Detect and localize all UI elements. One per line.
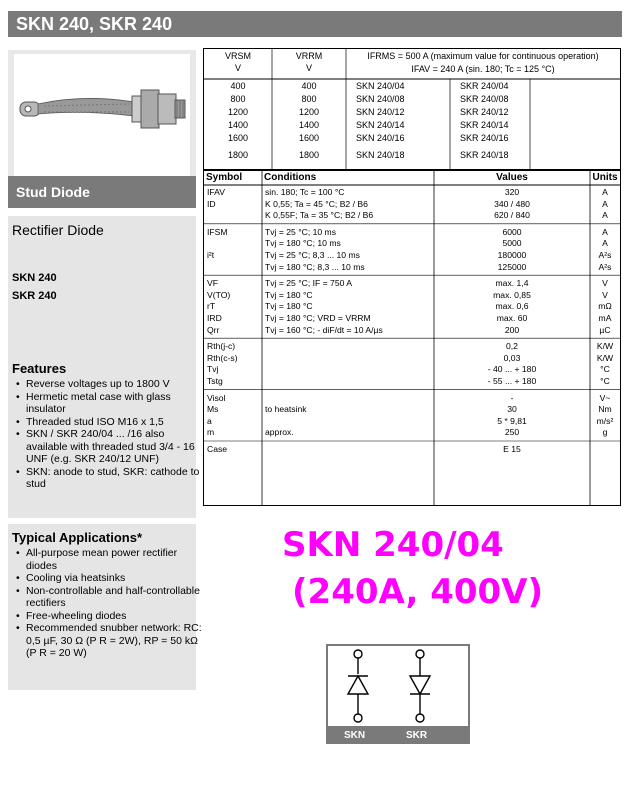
- table-cell: V: [602, 289, 608, 300]
- list-item: • Reverse voltages up to 1800 V: [26, 378, 202, 391]
- table-cell: Nm: [598, 404, 612, 415]
- spec-table-header: [204, 171, 620, 185]
- table-cell: K 0,55F; Ta = 35 °C; B2 / B6: [265, 210, 374, 221]
- table-cell: SKR 240/04: [460, 81, 509, 91]
- table-cell: 800: [301, 94, 317, 104]
- table-cell: Qrr: [207, 324, 220, 335]
- table-cell: 30: [507, 404, 517, 415]
- table-cell: 1200: [227, 107, 249, 117]
- headline-part-number: SKN 240/04: [282, 525, 504, 565]
- spec-table-grid: [204, 171, 620, 505]
- table-cell: 1400: [227, 120, 249, 130]
- table-cell: Tvj = 180 °C: [265, 301, 313, 312]
- product-photo: [14, 54, 190, 180]
- table-cell: 1600: [227, 133, 249, 143]
- table-cell: 340 / 480: [494, 198, 530, 209]
- table-header-cell: Values: [496, 172, 528, 183]
- table-cell: ID: [207, 198, 216, 209]
- table-cell: E 15: [503, 444, 521, 454]
- skr-label: SKR: [406, 730, 428, 741]
- table-cell: 320: [504, 187, 520, 197]
- spec-table: [203, 170, 621, 506]
- photo-caption: Stud Diode: [16, 184, 90, 200]
- table-cell: Tvj = 25 °C; IF = 750 A: [265, 278, 353, 289]
- table-cell: SKN 240/08: [356, 94, 405, 104]
- table-cell: 125000: [497, 261, 527, 272]
- table-cell: SKN 240/12: [356, 107, 405, 117]
- table-cell: A: [602, 187, 608, 197]
- skn-label: SKN: [344, 730, 366, 741]
- table-cell: SKR 240/16: [460, 133, 509, 143]
- ifrms-note: IFRMS = 500 A (maximum value for continuous operation): [367, 51, 599, 61]
- voltage-table: [203, 48, 621, 170]
- applications-title: Typical Applications*: [12, 530, 143, 545]
- table-cell: SKR 240/12: [460, 107, 509, 117]
- table-cell: Case: [207, 444, 228, 454]
- table-cell: 5 * 9,81: [497, 415, 527, 426]
- table-cell: Tvj = 180 °C; VRD = VRRM: [265, 313, 371, 323]
- table-cell: A: [602, 210, 608, 221]
- diagram-canvas: [328, 646, 468, 726]
- list-item: • Hermetic metal case with glass insulator: [26, 391, 202, 416]
- stud-diode-image: [14, 54, 190, 180]
- table-cell: m/s²: [596, 415, 614, 426]
- page-title: SKN 240, SKR 240: [16, 14, 173, 34]
- vrrm-header: VRRM: [295, 51, 323, 61]
- table-cell: A: [602, 238, 608, 249]
- table-cell: SKR 240/18: [460, 150, 509, 160]
- list-item: • SKN: anode to stud, SKR: cathode to stud: [26, 466, 202, 491]
- features-title: Features: [12, 361, 67, 376]
- table-cell: 1800: [227, 150, 249, 160]
- table-cell: A²s: [598, 261, 612, 272]
- header-bar: [8, 11, 622, 37]
- table-cell: max. 1,4: [495, 278, 529, 289]
- list-item: • Non-controllable and half-controllable rectifiers: [26, 585, 202, 610]
- table-cell: max. 60: [496, 313, 528, 323]
- table-cell: 6000: [502, 226, 522, 237]
- table-cell: µC: [599, 324, 611, 335]
- headline-ratings: (240A, 400V): [292, 572, 544, 612]
- list-item: • Threaded stud ISO M16 x 1,5: [26, 416, 202, 429]
- table-cell: m: [207, 427, 215, 438]
- list-item: • Recommended snubber network: RC: 0,5 µF, 30 Ω (P R = 2W), RP = 50 kΩ (P R = 20 W): [26, 622, 202, 660]
- table-cell: 200: [504, 324, 520, 335]
- table-cell: °C: [600, 376, 610, 386]
- table-cell: 180000: [497, 250, 527, 260]
- vrsm-unit: V: [234, 63, 241, 73]
- table-cell: 1400: [298, 120, 320, 130]
- table-cell: 400: [230, 81, 246, 91]
- model-name-2: SKR 240: [12, 290, 57, 302]
- table-cell: Tvj = 180 °C; 8,3 ... 10 ms: [265, 261, 365, 272]
- table-cell: SKR 240/14: [460, 120, 509, 130]
- side-info-panel: [8, 216, 200, 518]
- model-name-1: SKN 240: [12, 272, 57, 284]
- table-cell: VF: [207, 278, 218, 289]
- table-cell: Tvj = 180 °C; 10 ms: [265, 238, 341, 249]
- list-item: • All-purpose mean power rectifier diodes: [26, 547, 202, 572]
- diode-symbols: [328, 646, 468, 726]
- table-cell: K 0,55; Ta = 45 °C; B2 / B6: [265, 198, 368, 209]
- table-cell: V: [602, 278, 608, 289]
- table-cell: Tstg: [207, 376, 223, 386]
- list-item: • SKN / SKR 240/04 ... /16 also available with threaded stud 3/4 - 16 UNF (e.g. SKR 240/12 UNF): [26, 428, 202, 466]
- table-cell: K/W: [596, 341, 614, 352]
- table-cell: IFAV: [207, 187, 225, 197]
- table-cell: Rth(j-c): [207, 341, 236, 352]
- table-cell: mΩ: [598, 301, 612, 312]
- table-header-cell: Conditions: [264, 172, 317, 183]
- table-cell: Visol: [207, 392, 226, 403]
- table-cell: 1200: [298, 107, 320, 117]
- table-cell: A: [602, 226, 608, 237]
- table-cell: SKN 240/04: [356, 81, 405, 91]
- table-cell: g: [602, 427, 608, 438]
- vrrm-unit: V: [305, 63, 312, 73]
- table-cell: Ms: [207, 404, 219, 415]
- table-cell: V(TO): [207, 289, 231, 300]
- features-list: [12, 378, 202, 491]
- table-cell: SKN 240/14: [356, 120, 405, 130]
- table-cell: °C: [600, 364, 610, 375]
- table-cell: V~: [599, 392, 611, 403]
- table-cell: to heatsink: [265, 404, 307, 415]
- table-cell: 5000: [502, 238, 522, 249]
- table-cell: A: [602, 198, 608, 209]
- table-cell: sin. 180; Tc = 100 °C: [265, 187, 345, 197]
- table-cell: 0,03: [503, 352, 521, 363]
- table-cell: A²s: [598, 250, 612, 260]
- product-photo-panel: [8, 50, 196, 208]
- table-cell: Tvj = 180 °C: [265, 289, 313, 300]
- table-cell: 620 / 840: [494, 210, 530, 221]
- table-cell: i²t: [207, 250, 215, 260]
- table-cell: SKN 240/16: [356, 133, 405, 143]
- table-cell: rT: [207, 301, 216, 312]
- vrsm-header: VRSM: [224, 51, 251, 61]
- list-item: • Cooling via heatsinks: [26, 572, 202, 585]
- diode-symbol-diagram: [326, 644, 470, 744]
- table-header-cell: Symbol: [206, 172, 243, 183]
- table-cell: IFSM: [207, 226, 228, 237]
- applications-panel: [8, 524, 202, 690]
- table-cell: Tvj = 25 °C; 8,3 ... 10 ms: [265, 250, 360, 260]
- table-cell: Tvj = 25 °C; 10 ms: [265, 226, 337, 237]
- table-cell: max. 0,85: [493, 289, 531, 300]
- list-item: • Free-wheeling diodes: [26, 610, 202, 623]
- table-cell: SKN 240/18: [356, 150, 405, 160]
- table-cell: a: [207, 415, 212, 426]
- table-cell: - 40 ... + 180: [487, 364, 537, 375]
- table-cell: 1600: [298, 133, 320, 143]
- applications-list: [12, 547, 202, 660]
- table-header-cell: Units: [592, 172, 618, 183]
- table-cell: Tvj = 160 °C; - diF/dt = 10 A/µs: [265, 324, 383, 335]
- table-cell: 0,2: [506, 341, 518, 352]
- table-cell: K/W: [596, 352, 614, 363]
- table-cell: SKR 240/08: [460, 94, 509, 104]
- table-cell: 1800: [298, 150, 320, 160]
- table-cell: Rth(c-s): [207, 352, 238, 363]
- table-cell: - 55 ... + 180: [487, 376, 537, 386]
- table-cell: IRD: [207, 313, 222, 323]
- table-cell: 400: [301, 81, 317, 91]
- table-cell: -: [510, 392, 514, 403]
- product-subtitle: Rectifier Diode: [12, 222, 104, 238]
- table-cell: 800: [230, 94, 246, 104]
- table-cell: max. 0,6: [495, 301, 529, 312]
- photo-caption-bar: [8, 176, 196, 208]
- table-cell: mA: [598, 313, 612, 323]
- table-cell: Tvj: [207, 364, 219, 375]
- ifav-note: IFAV = 240 A (sin. 180; Tc = 125 °C): [411, 64, 555, 74]
- table-cell: approx.: [265, 427, 294, 438]
- table-cell: 250: [504, 427, 520, 438]
